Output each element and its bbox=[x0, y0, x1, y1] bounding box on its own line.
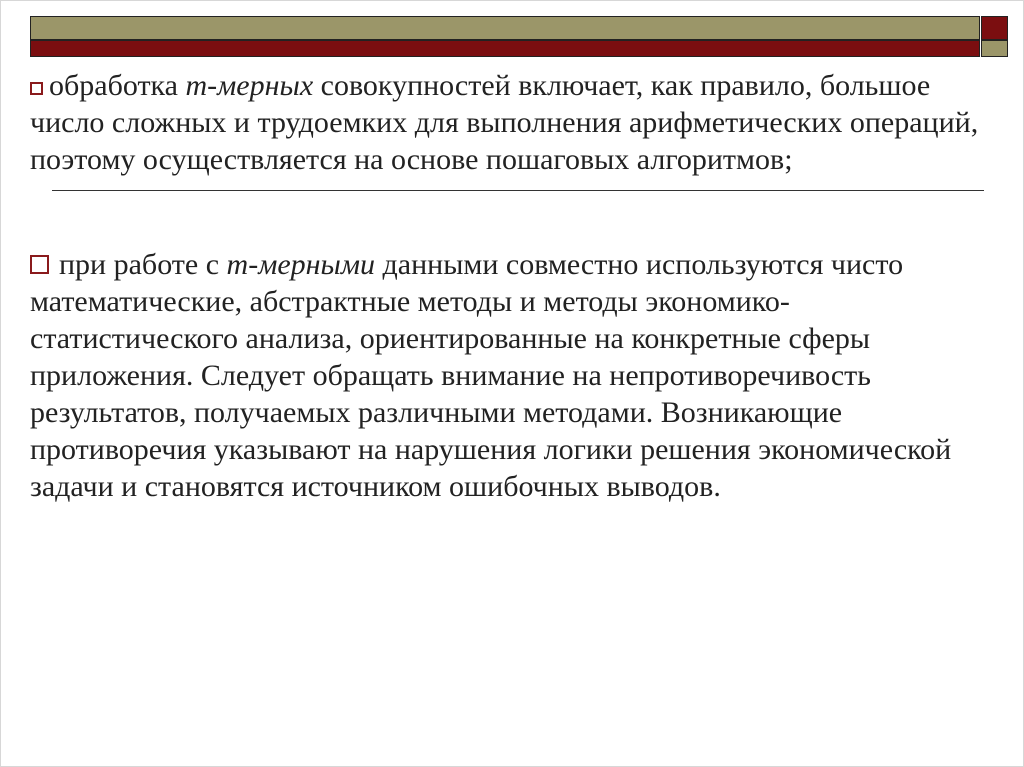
header-square-olive bbox=[981, 40, 1008, 57]
square-bullet-icon bbox=[30, 82, 43, 95]
paragraph-1-italic: m-мерных bbox=[185, 69, 314, 102]
square-bullet-icon bbox=[30, 255, 49, 274]
header-bar-red bbox=[30, 40, 980, 57]
paragraph-2-text: данными совместно используются чисто математические, абстрактные методы и методы экономико-статистического анализа, ориентированные на конкретные сферы приложения. Следует обращать внимание на непротиворечивость результатов, получаемых различными методами. Возникающие противоречия указывают на нарушения логики решения экономической задачи и становятся источником ошибочных выводов. bbox=[30, 248, 952, 503]
bullet-paragraph-2 bbox=[30, 246, 980, 505]
divider-line bbox=[52, 190, 984, 191]
header-square-red bbox=[981, 16, 1008, 40]
paragraph-2-prefix: при работе с bbox=[59, 248, 227, 281]
paragraph-2-italic: m-мерными bbox=[226, 248, 376, 281]
paragraph-1-prefix: обработка bbox=[49, 69, 186, 102]
paragraph-1-text: совокупностей включает, как правило, большое число сложных и трудоемких для выполнения арифметических операций, поэтому осуществляется на основе пошаговых алгоритмов; bbox=[30, 69, 979, 176]
bullet-paragraph-1 bbox=[30, 67, 980, 178]
header-bar-olive bbox=[30, 16, 980, 40]
